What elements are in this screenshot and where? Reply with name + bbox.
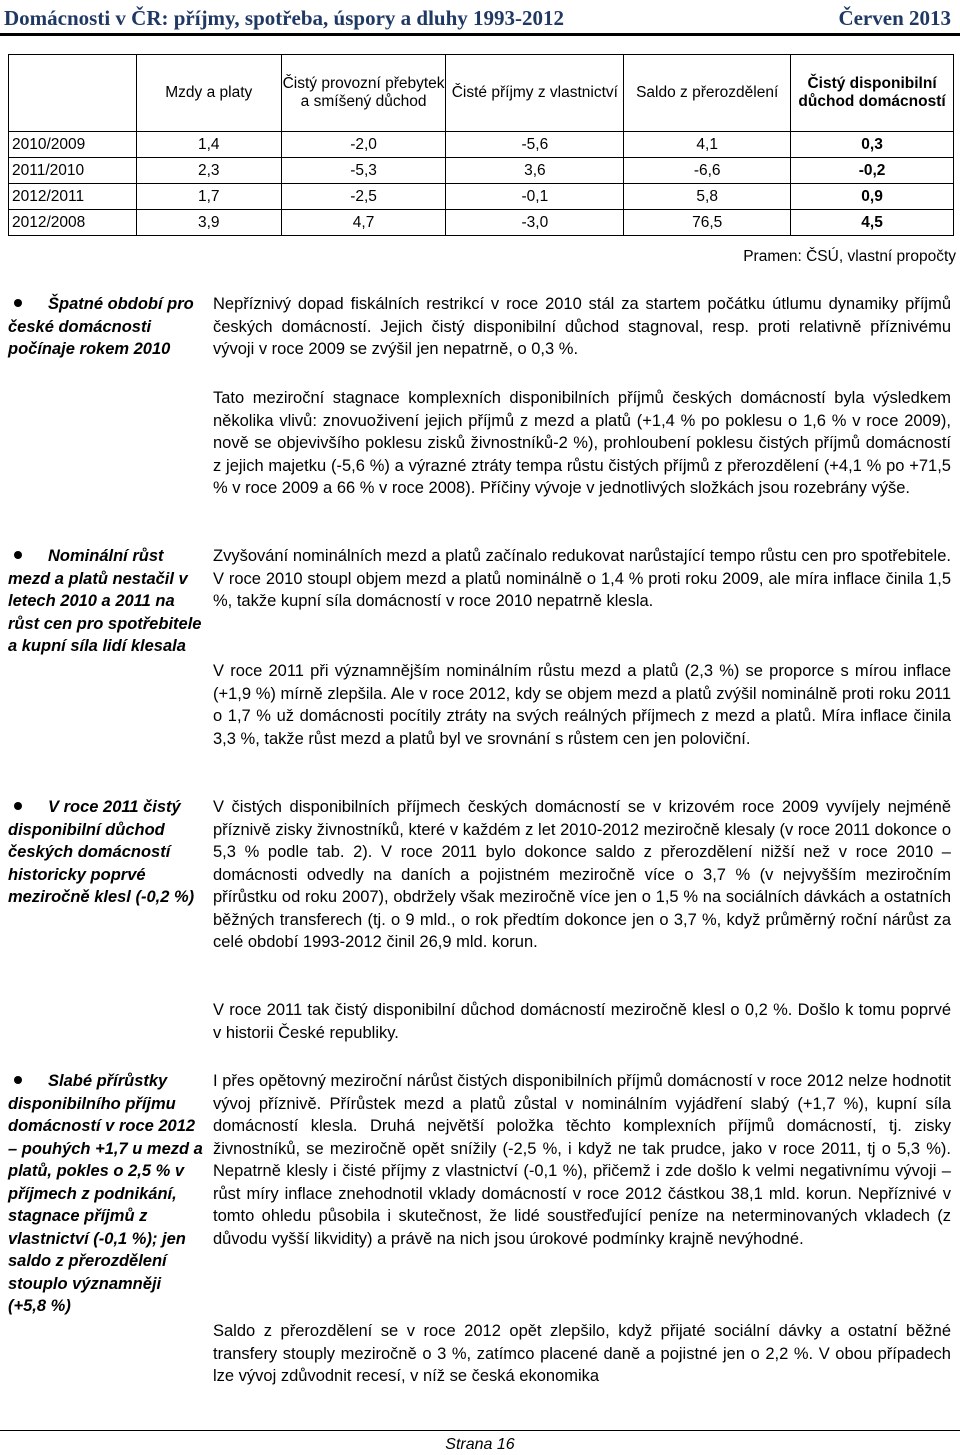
bullet-icon	[14, 551, 22, 559]
sidebar-note	[8, 1070, 203, 1318]
column-header: Mzdy a platy	[136, 55, 281, 132]
footer-divider	[0, 1430, 960, 1431]
row-label: 2012/2011	[9, 184, 137, 210]
table-cell: 1,7	[136, 184, 281, 210]
income-growth-table	[8, 54, 954, 236]
table-cell: 1,4	[136, 132, 281, 158]
table-cell: 4,5	[791, 210, 954, 236]
table-row	[9, 132, 954, 158]
table-cell: 3,9	[136, 210, 281, 236]
body-paragraph: V roce 2011 při významnějším nominálním růstu mezd a platů (2,3 %) se proporce s mírou inflace (+1,9 %) mírně zlepšila. Ale v roce 2012, kdy se objem mezd a platů zvýšil nominálně proti roku 2011 o 1,7 % už domácnosti pocítily ztráty na svých reálných příjmech z mezd a platů. Míra inflace činila 3,3 %, takže růst mezd a platů byl ve srovnání s růstem cen jen poloviční.	[213, 662, 951, 748]
document-date: Červen 2013	[838, 6, 951, 30]
bullet-icon	[14, 299, 22, 307]
body-paragraph: Zvyšování nominálních mezd a platů začínalo redukovat narůstající tempo růstu cen pro spotřebitele. V roce 2010 stoupl objem mezd a platů nominálně o 1,4 % proti roku 2009, ale míra inflace činila 1,5 %, takže kupní síla domácností v roce 2010 nepatrně klesla.	[213, 547, 951, 610]
table-cell: -2,5	[281, 184, 446, 210]
sidebar-note	[8, 293, 203, 361]
table-row	[9, 158, 954, 184]
table-cell: -6,6	[624, 158, 791, 184]
body-paragraph: V čistých disponibilních příjmech českých domácností se v krizovém roce 2009 vyvíjely nejméně příznivě zisky živnostníků, které v každém z let 2010-2012 meziročně klesaly (v roce 2011 dokonce o 5,3 % podle tab. 2). V roce 2011 bylo dokonce saldo z přerozdělení nižší než v roce 2010 – domácnosti odvedly na daních a pojistném meziročně více o 3,7 % (v nejvyšším meziročním přírůstku od roku 2007), obdržely však meziročně více jen o 1,5 % na sociálních dávkách a ostatních běžných transferech (tj. o 9 mld., o rok předtím dokonce jen o 3,7 %, když průměrný roční nárůst za celé období 1993-2012 činil 26,9 mld. korun.	[213, 798, 951, 951]
table-header-row	[9, 55, 954, 132]
table-cell: 4,7	[281, 210, 446, 236]
table-cell: -0,1	[446, 184, 624, 210]
table-cell: 0,3	[791, 132, 954, 158]
sidebar-note	[8, 545, 203, 658]
sidebar-note-text: V roce 2011 čistý disponibilní důchod českých domácností historicky poprvé meziročně klesl (-0,2 %)	[8, 798, 195, 906]
table-cell: 76,5	[624, 210, 791, 236]
body-paragraph: I přes opětovný meziroční nárůst čistých disponibilních příjmů domácností v roce 2012 nelze hodnotit vývoj příznivě. Přírůstek mezd a platů zůstal v nominálním vyjádření slabý (+1,7 %), kupní síla domácností klesla. Druhá největší položka těchto komplexních příjmů domácností, tj. zisky živnostníků, se meziročně opět snížily (-2,5 %, i když ne tak prudce, jako v roce 2011, tj o 5,3 %). Nepatrně klesly i čisté příjmy z vlastnictví (-0,1 %), přičemž i zde došlo k velmi negativnímu vývoji – růst míry inflace znehodnotil vklady domácností v roce 2012 částkou 38,1 mld. korun. Nepříznivé v tomto ohledu působila i skutečnost, že lidé soustřeďující peníze na neterminovaných vkladech (z důvodu vyšší likvidity) a právě na nich jsou úrokové podmínky krajně nevýhodné.	[213, 1072, 951, 1248]
column-header: Čisté příjmy z vlastnictví	[446, 55, 624, 132]
table-cell: 2,3	[136, 158, 281, 184]
sidebar-note-text: Nominální růst mezd a platů nestačil v letech 2010 a 2011 na růst cen pro spotřebitele a kupní síla lidí klesala	[8, 547, 202, 655]
sidebar-note-text: Slabé přírůstky disponibilního příjmu domácností v roce 2012 – pouhých +1,7 u mezd a platů, pokles o 2,5 % v příjmech z podnikání, stagnace příjmů z vlastnictví (-0,1 %); jen saldo z přerozdělení stouplo významněji (+5,8 %)	[8, 1072, 203, 1315]
page-number: Strana 16	[445, 1436, 515, 1453]
column-header: Čistý provozní přebytek a smíšený důchod	[281, 55, 446, 132]
table-cell: 3,6	[446, 158, 624, 184]
table-cell: -3,0	[446, 210, 624, 236]
table-cell: 4,1	[624, 132, 791, 158]
bullet-icon	[14, 802, 22, 810]
row-label: 2010/2009	[9, 132, 137, 158]
body-paragraph: Saldo z přerozdělení se v roce 2012 opět zlepšilo, když přijaté sociální dávky a ostatní běžné transfery stouply meziročně o 3 %, zatímco placené daně a pojistné jen o 2,2 %. V obou případech lze vývoj zdůvodnit recesí, v níž se česká ekonomika	[213, 1322, 951, 1385]
body-paragraph: Tato meziroční stagnace komplexních disponibilních příjmů českých domácností byla výsledkem několika vlivů: znovuoživení jejich příjmů z mezd a platů (+1,4 % po poklesu o 1,6 % v roce 2009), nově se objevivšího poklesu zisků živnostníků-2 %), prohloubení poklesu čistých příjmů domácností z jejich majetku (-5,6 %) a výrazné ztráty tempa růstu čistých příjmů z přerozdělení (+4,1 % po +71,5 % v roce 2009 a 66 % v roce 2008). Příčiny vývoje v jednotlivých složkách jsou rozebrány výše.	[213, 389, 951, 497]
table-header-corner	[9, 55, 137, 132]
page-header	[0, 0, 960, 36]
bullet-icon	[14, 1076, 22, 1084]
column-header: Saldo z přerozdělení	[624, 55, 791, 132]
sidebar-note-text: Špatné období pro české domácnosti počínaje rokem 2010	[8, 295, 194, 358]
body-paragraph: V roce 2011 tak čistý disponibilní důchod domácností meziročně klesl o 0,2 %. Došlo k tomu poprvé v historii České republiky.	[213, 1001, 951, 1042]
column-header: Čistý disponibilní důchod domácností	[791, 55, 954, 132]
table-cell: -0,2	[791, 158, 954, 184]
document-title: Domácnosti v ČR: příjmy, spotřeba, úspory a dluhy 1993-2012	[4, 6, 565, 30]
row-label: 2012/2008	[9, 210, 137, 236]
sidebar-note	[8, 796, 203, 909]
table-row	[9, 184, 954, 210]
table-cell: -2,0	[281, 132, 446, 158]
table-cell: 0,9	[791, 184, 954, 210]
table-row	[9, 210, 954, 236]
body-paragraph: Nepříznivý dopad fiskálních restrikcí v roce 2010 stál za startem počátku útlumu dynamiky příjmů českých domácností. Jejich čistý disponibilní důchod stagnoval, resp. proti relativně příznivému vývoji v roce 2009 se zvýšil jen nepatrně, o 0,3 %.	[213, 295, 951, 358]
table-cell: -5,3	[281, 158, 446, 184]
table-source-note: Pramen: ČSÚ, vlastní propočty	[743, 248, 956, 265]
row-label: 2011/2010	[9, 158, 137, 184]
table-cell: -5,6	[446, 132, 624, 158]
table-cell: 5,8	[624, 184, 791, 210]
